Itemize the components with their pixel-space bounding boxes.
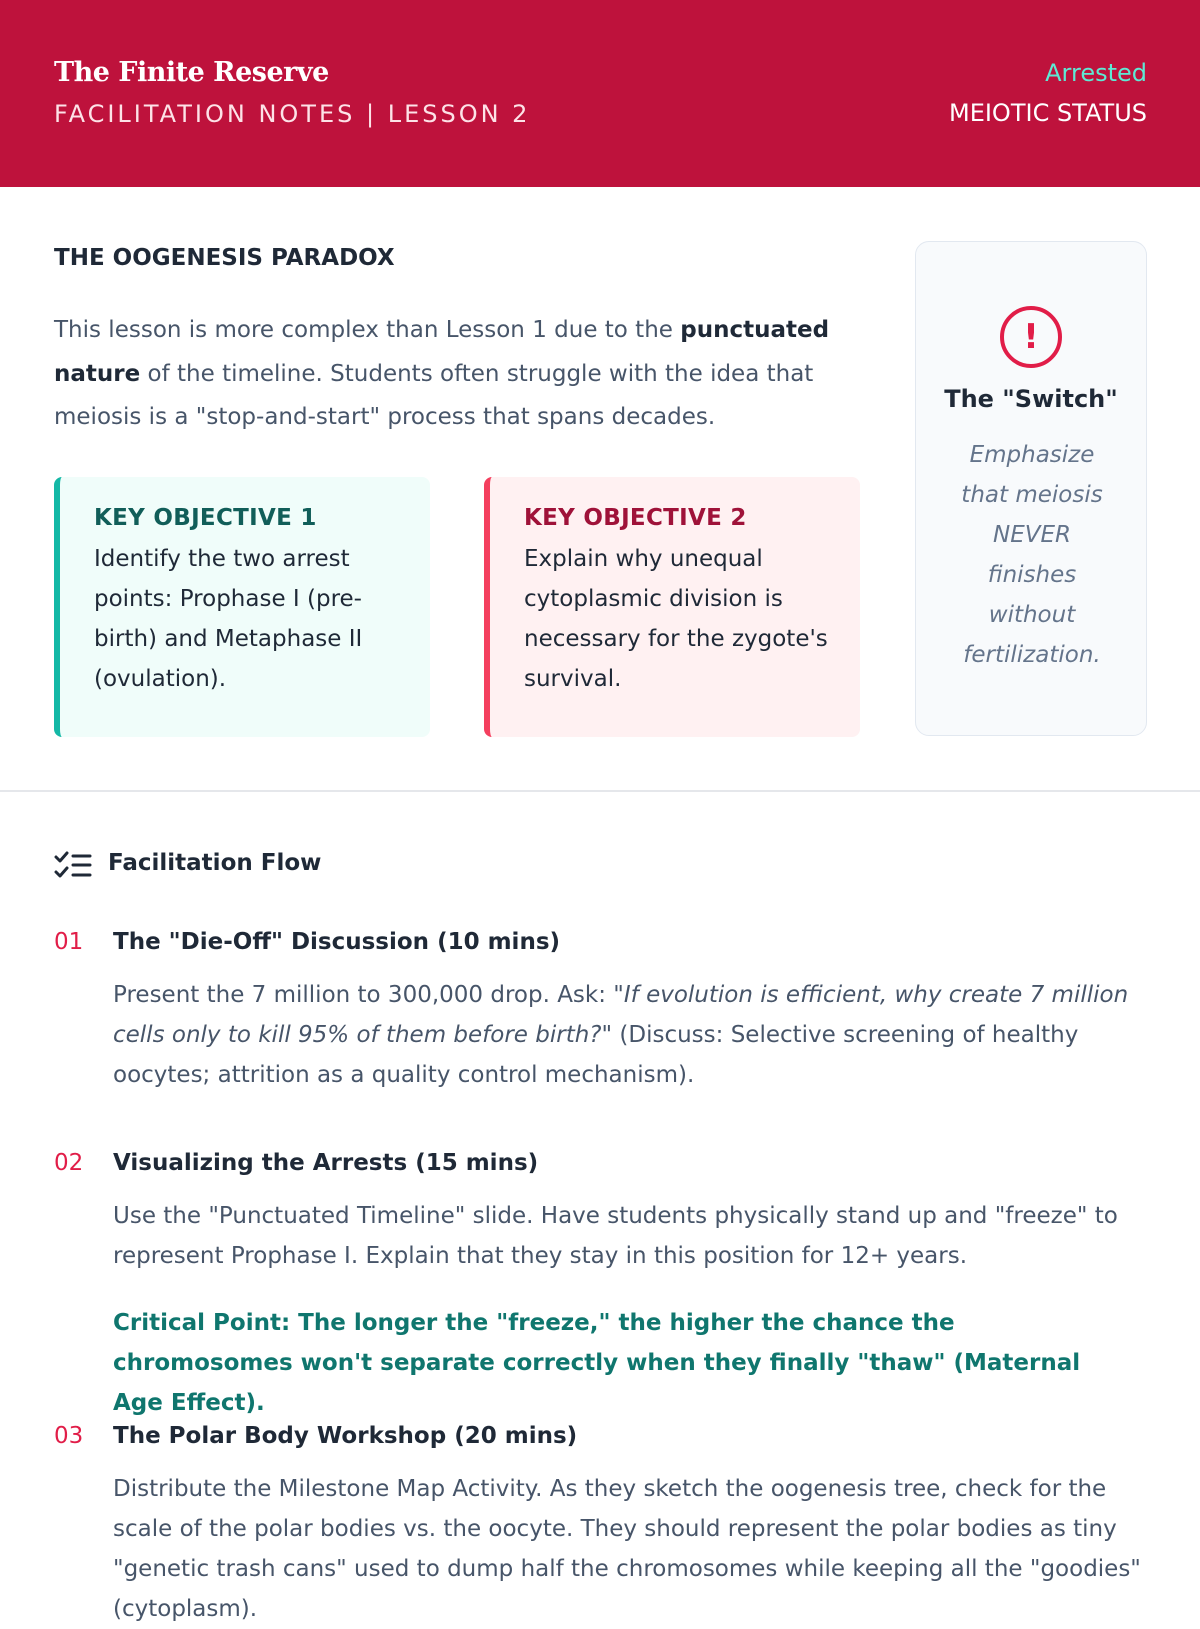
intro-text-after: of the timeline. Students often struggle with the idea that meiosis is a "stop-and-start" process that spans decades. [54, 360, 814, 430]
step-body-after: (Discuss: Selective screening of healthy oocytes; attrition as a quality control mechanism). [113, 1022, 1079, 1088]
section-divider [0, 790, 1200, 792]
step-title: The "Die-Off" Discussion (10 mins) [113, 929, 561, 955]
key-objective-title: KEY OBJECTIVE 2 [524, 505, 747, 531]
intro-text-before: This lesson is more complex than Lesson 1 due to the [54, 317, 681, 343]
brand-title: The Finite Reserve [54, 57, 329, 88]
header-subtitle: FACILITATION NOTES | LESSON 2 [54, 100, 531, 128]
step-body [113, 975, 1153, 1095]
page-header [0, 0, 1200, 187]
checklist-icon [54, 850, 92, 882]
step-body: Distribute the Milestone Map Activity. As they sketch the oogenesis tree, check for the scale of the polar bodies vs. the oocyte. They should represent the polar bodies as tiny "genetic trash cans" used to dump half the chromosomes while keeping all the "goodies" (cytoplasm). [113, 1476, 1141, 1622]
step-body-question: "If evolution is efficient, why create 7 million cells only to kill 95% of them before birth?" [113, 982, 1129, 1048]
step-number: 02 [54, 1150, 84, 1176]
step-number: 03 [54, 1423, 84, 1449]
key-objective-text: Explain why unequal cytoplasmic division is necessary for the zygote's survival. [524, 546, 828, 692]
step-number: 01 [54, 929, 84, 955]
intro-text-bold: punctuated nature [54, 317, 830, 387]
step-title: Visualizing the Arrests (15 mins) [113, 1150, 539, 1176]
switch-text: Emphasize that meiosis NEVER finishes without fertilization. [961, 442, 1103, 668]
section-title: THE OOGENESIS PARADOX [54, 245, 395, 271]
meiotic-status-label: MEIOTIC STATUS [948, 99, 1147, 127]
key-objective-card-1 [54, 477, 430, 737]
intro-paragraph [54, 309, 854, 440]
facilitation-flow-title: Facilitation Flow [108, 850, 322, 876]
meiotic-status-value: Arrested [1045, 59, 1147, 87]
key-objective-text: Identify the two arrest points: Prophase I (pre-birth) and Metaphase II (ovulation). [94, 546, 363, 692]
step-title: The Polar Body Workshop (20 mins) [113, 1423, 578, 1449]
critical-point: Critical Point: The longer the "freeze," the higher the chance the chromosomes won't separate correctly when they finally "thaw" (Maternal Age Effect). [113, 1310, 1081, 1416]
switch-title: The "Switch" [944, 385, 1118, 413]
key-objective-title: KEY OBJECTIVE 1 [94, 505, 317, 531]
switch-callout-card [915, 241, 1147, 736]
key-objective-card-2 [484, 477, 860, 737]
step-body-before: Present the 7 million to 300,000 drop. Ask: [113, 982, 614, 1008]
alert-circle-icon: ! [1000, 306, 1062, 368]
step-body: Use the "Punctuated Timeline" slide. Have students physically stand up and "freeze" to represent Prophase I. Explain that they stay in this position for 12+ years. [113, 1203, 1118, 1269]
